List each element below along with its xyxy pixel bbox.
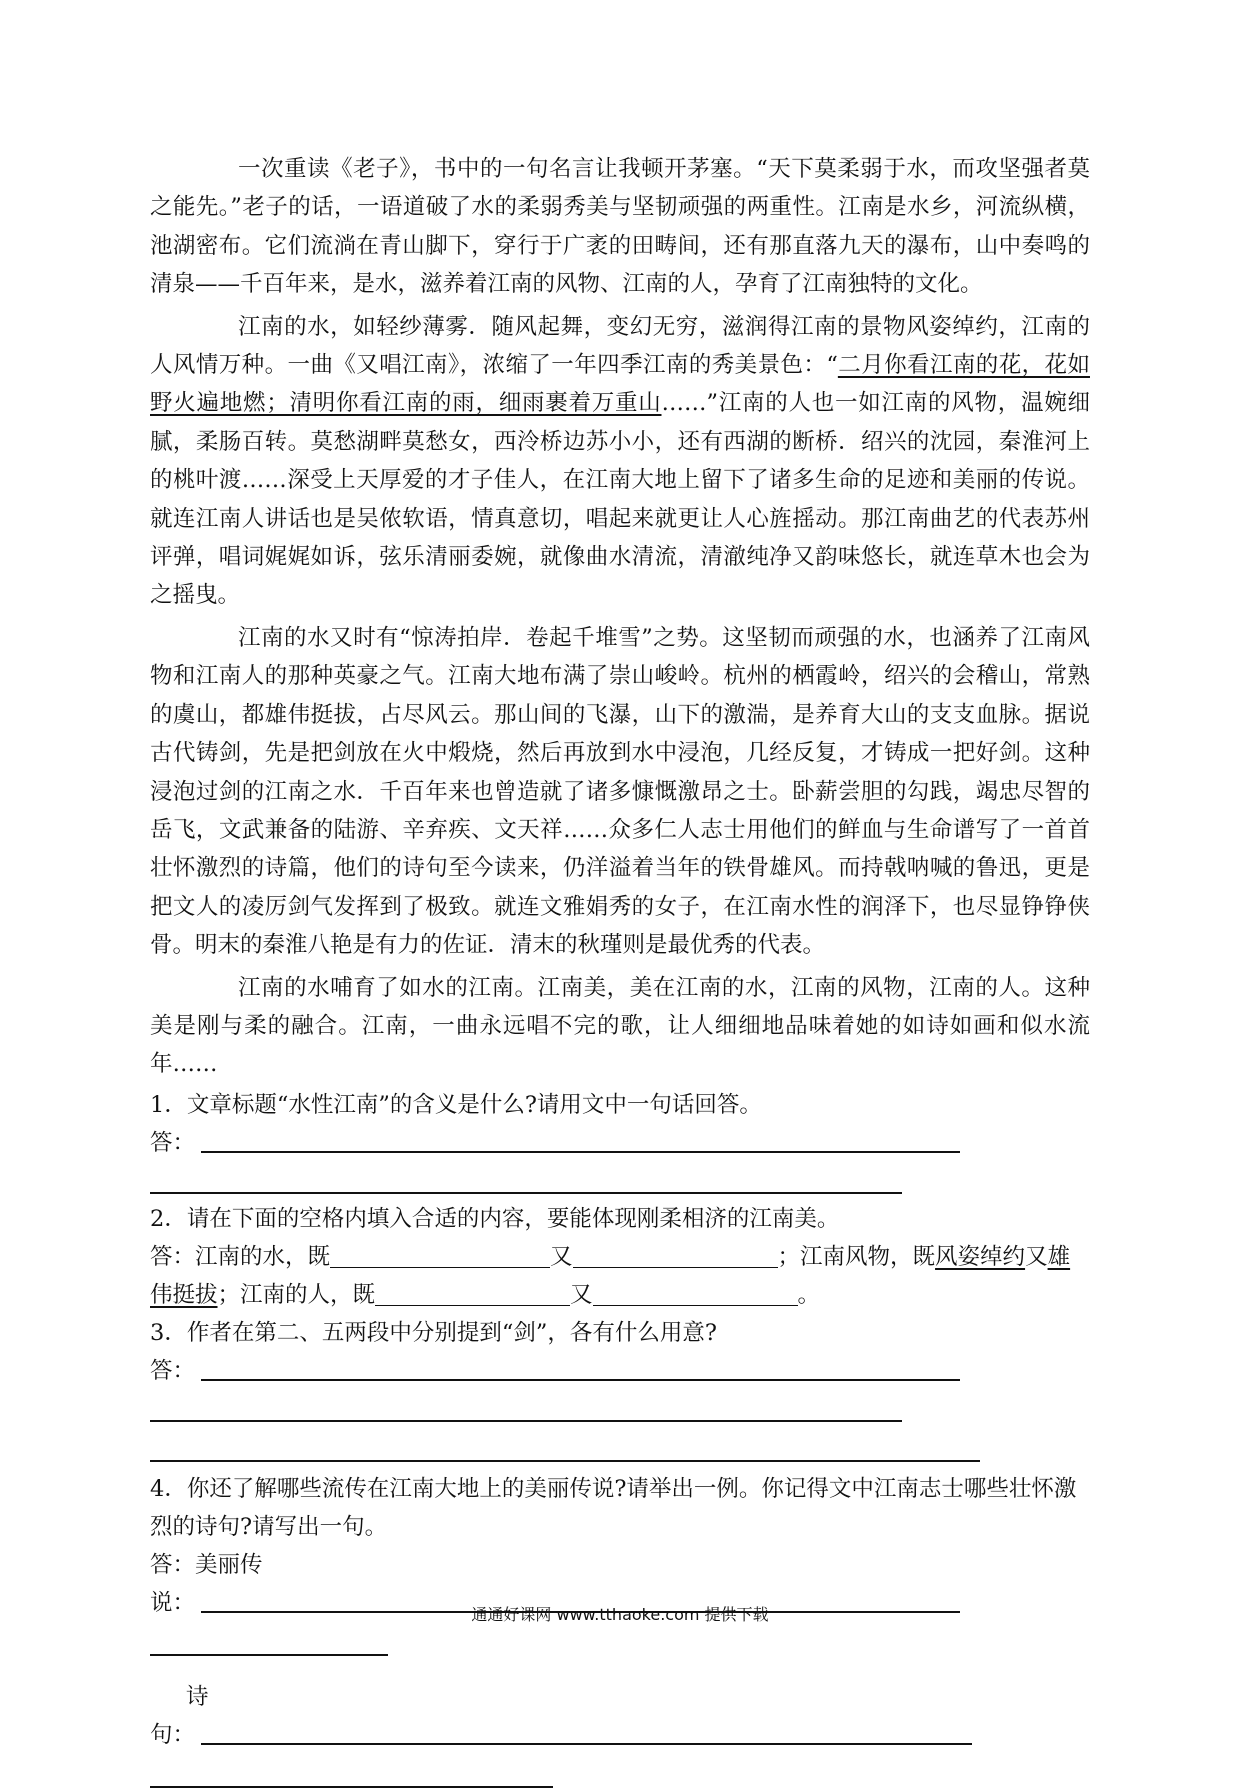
passage-paragraph-1: 一次重读《老子》，书中的一句名言让我顿开茅塞。“天下莫柔弱于水，而攻坚强者莫之能先。”老子的话，一语道破了水的柔弱秀美与坚韧顽强的两重性。江南是水乡，河流纵横，池湖密布。它们流淌在青山脚下，穿行于广袤的田畴间，还有那直落九天的瀑布，山中奏鸣的清泉——千百年来，是水，滋养着江南的风物、江南的人，孕育了江南独特的文化。 — [150, 156, 1090, 298]
answer-text: ；江南的人，既 — [217, 1281, 376, 1308]
question-4-answer-label: 答：美丽传 — [150, 1551, 263, 1578]
passage-paragraph-2 — [150, 308, 1090, 615]
answer-line[interactable] — [201, 1743, 972, 1745]
question-1: 1．文章标题“水性江南”的含义是什么?请用文中一句话回答。 — [150, 1091, 762, 1118]
answer-text: 。 — [797, 1281, 821, 1308]
paragraph-2-text-cont: ……”江南的人也一如江南的风物，温婉细腻，柔肠百转。莫愁湖畔莫愁女，西泠桥边苏小小，还有西湖的断桥．绍兴的沈园，秦淮河上的桃叶渡……深受上天厚爱的才子佳人，在江南大地上留下了诸多生命的足迹和美丽的传说。就连江南人讲话也是吴侬软语，情真意切，唱起来就更让人心旌摇动。那江南曲艺的代表苏州评弹，唱词娓娓如诉，弦乐清丽委婉，就像曲水清流，清澈纯净又韵味悠长，就连草木也会为之摇曳。 — [150, 390, 1090, 609]
paragraph-2-text: 江南的水，如轻纱薄雾．随风起舞，变幻无穷，滋润得江南的景物风姿绰约，江南的人风情万种。一曲《又唱江南》，浓缩了一年四季江南的秀美景色：“ — [150, 313, 1090, 379]
question-4-poem-row — [150, 1716, 972, 1754]
poem-label: 诗 — [186, 1683, 209, 1710]
passage-paragraph-3: 江南的水又时有“惊涛拍岸．卷起千堆雪”之势。这坚韧而顽强的水，也涵养了江南风物和江南人的那种英豪之气。江南大地布满了崇山峻岭。杭州的栖霞岭，绍兴的会稽山，常熟的虞山，都雄伟挺拔，占尽风云。那山间的飞瀑，山下的激湍，是养育大山的支支血脉。据说古代铸剑，先是把剑放在火中煅烧，然后再放到水中浸泡，几经反复，才铸成一把好剑。这种浸泡过剑的江南之水．千百年来也曾造就了诸多慷慨激昂之士。卧薪尝胆的勾践，竭忠尽智的岳飞，文武兼备的陆游、辛弃疾、文天祥……众多仁人志士用他们的鲜血与生命谱写了一首首壮怀激烈的诗篇，他们的诗句至今读来，仍洋溢着当年的铁骨雄风。而持戟呐喊的鲁迅，更是把文人的凌厉剑气发挥到了极致。就连文雅娟秀的女子，在江南水性的润泽下，也尽显铮铮侠骨。明末的秦淮八艳是有力的佐证．清末的秋瑾则是最优秀的代表。 — [150, 624, 1090, 959]
answer-line[interactable] — [150, 1654, 388, 1656]
underlined-answer: 风姿绰约 — [935, 1243, 1026, 1270]
question-3-answer-row — [150, 1352, 960, 1390]
question-4: 4．你还了解哪些流传在江南大地上的美丽传说?请举出一例。你记得文中江南志士哪些壮怀激烈的诗句?请写出一句。 — [150, 1475, 1077, 1540]
answer-label: 答： — [150, 1357, 196, 1384]
passage-paragraph-4: 江南的水哺育了如水的江南。江南美，美在江南的水，江南的风物，江南的人。这种美是刚与柔的融合。江南，一曲永远唱不完的歌，让人细细地品味着她的如诗如画和似水流年…… — [150, 974, 1090, 1078]
answer-text: 又 — [570, 1281, 593, 1308]
answer-line[interactable] — [201, 1151, 960, 1153]
answer-text: 答：江南的水，既 — [150, 1243, 331, 1270]
answer-text: ；江南风物，既 — [777, 1243, 936, 1270]
underlined-answer: 雄伟挺拔 — [150, 1243, 1071, 1308]
worksheet — [150, 150, 1090, 1788]
question-1-answer-row — [150, 1124, 960, 1162]
answer-line[interactable] — [150, 1420, 902, 1422]
answer-line[interactable] — [201, 1379, 960, 1381]
answer-line[interactable] — [150, 1786, 553, 1788]
page-footer: 通通好课网 www.tthaoke.com 提供下载 — [471, 1605, 769, 1624]
answer-text: 又 — [550, 1243, 573, 1270]
answer-line[interactable] — [150, 1460, 980, 1462]
answer-label: 说： — [150, 1589, 196, 1616]
blank-field[interactable] — [375, 1283, 570, 1306]
answer-label: 答： — [150, 1129, 196, 1156]
answer-text: 又 — [1025, 1243, 1048, 1270]
question-2: 2．请在下面的空格内填入合适的内容，要能体现刚柔相济的江南美。 — [150, 1205, 840, 1232]
question-3: 3．作者在第二、五两段中分别提到“剑”，各有什么用意? — [150, 1319, 717, 1346]
underlined-lyric: 二月你看江南的花，花如野火遍地燃；清明你看江南的雨，细雨裹着万重山 — [150, 352, 1090, 417]
blank-field[interactable] — [593, 1283, 798, 1306]
answer-label: 句： — [150, 1721, 196, 1748]
question-2-answer — [150, 1238, 1090, 1314]
blank-field[interactable] — [573, 1245, 778, 1268]
blank-field[interactable] — [330, 1245, 550, 1268]
answer-line[interactable] — [150, 1192, 902, 1194]
